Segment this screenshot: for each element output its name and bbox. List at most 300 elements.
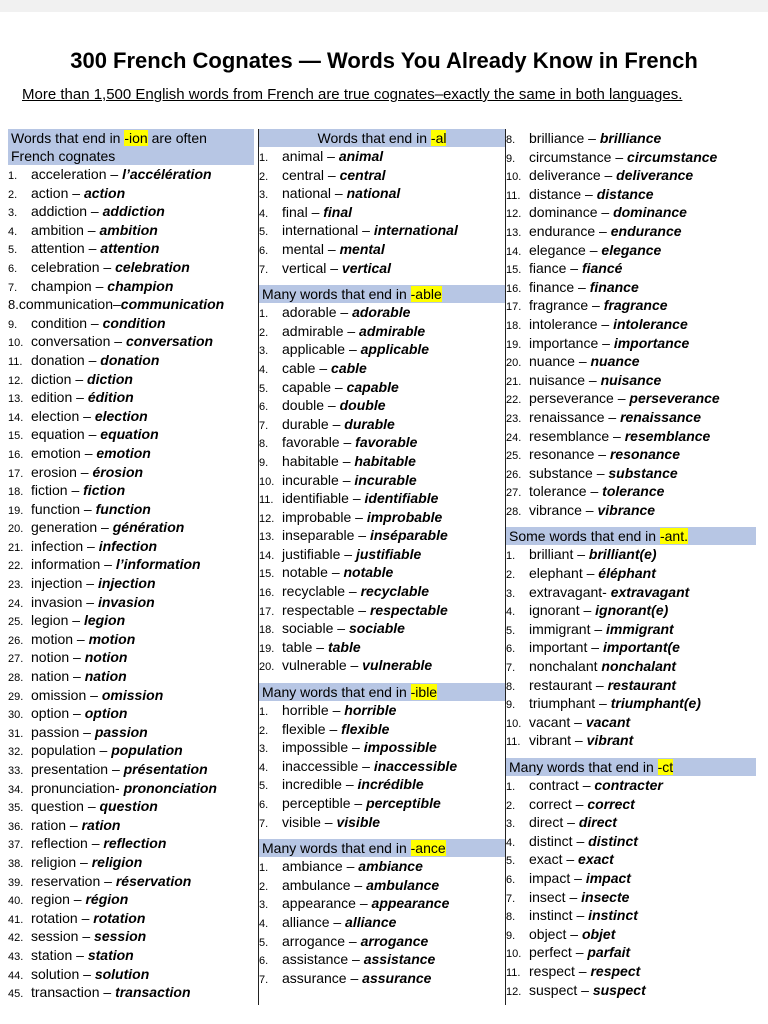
english-word: invasion – <box>31 593 98 610</box>
word-item <box>506 694 756 713</box>
french-word: tolerance <box>602 483 665 500</box>
english-word: triumphant – <box>529 695 611 712</box>
word-item <box>259 950 505 969</box>
english-word: substance – <box>529 464 609 481</box>
english-word: resonance – <box>529 446 610 463</box>
item-number: 2. <box>259 880 269 893</box>
english-word: respectable – <box>282 601 370 618</box>
item-number: 10. <box>8 337 24 350</box>
english-word: animal – <box>282 148 339 164</box>
item-number: 6. <box>259 799 269 811</box>
item-number: 27. <box>506 487 522 500</box>
french-word: renaissance <box>620 408 702 425</box>
french-word: présentation <box>123 761 208 777</box>
item-number: 28. <box>506 505 522 518</box>
item-number: 37. <box>8 839 24 852</box>
english-word: presentation – <box>31 761 124 777</box>
word-list <box>506 776 756 999</box>
french-word: fiancé <box>581 260 623 277</box>
item-number: 40. <box>8 895 24 908</box>
french-word: reflection <box>103 835 167 852</box>
section-heading <box>259 285 505 303</box>
french-word: religion <box>91 853 143 870</box>
item-number: 4. <box>259 207 269 220</box>
french-word: érosion <box>92 463 144 480</box>
english-word: elephant – <box>529 565 599 582</box>
item-number: 11. <box>506 189 521 202</box>
french-word: importance <box>613 334 690 351</box>
word-item <box>259 775 505 794</box>
item-number: 19. <box>506 338 522 351</box>
english-word: attention – <box>31 240 101 257</box>
item-number: 6. <box>259 244 269 257</box>
word-item <box>259 738 505 757</box>
french-word: mental <box>339 240 385 257</box>
english-word: option – <box>31 705 85 722</box>
french-word: nation <box>84 668 127 685</box>
english-word: nuisance – <box>529 371 601 388</box>
english-word: object – <box>529 925 582 942</box>
english-word: population – <box>31 742 112 759</box>
item-number: 4. <box>259 917 269 930</box>
item-number: 4. <box>8 225 18 238</box>
english-word: motion – <box>31 630 89 647</box>
item-number: 20. <box>506 357 522 370</box>
french-word: substance <box>608 464 678 481</box>
word-item <box>8 909 254 928</box>
item-number: 43. <box>8 950 24 963</box>
french-word: favorable <box>355 434 418 451</box>
section-gap <box>506 519 756 527</box>
item-number: 3. <box>259 345 269 358</box>
french-word: ignorant(e) <box>595 602 669 619</box>
english-word: fragrance – <box>529 297 604 314</box>
word-item <box>506 222 756 241</box>
word-item <box>8 258 254 277</box>
word-item <box>8 779 254 798</box>
heading-text: Many words that end in <box>509 759 658 775</box>
item-number: 5. <box>259 936 269 949</box>
english-word: ignorant – <box>529 602 596 619</box>
french-word: sociable <box>348 620 405 637</box>
english-word: question – <box>31 798 100 815</box>
english-word: international – <box>282 222 374 239</box>
word-item <box>8 481 254 500</box>
item-number: 1. <box>8 170 18 182</box>
word-item <box>506 813 756 832</box>
english-word: condition – <box>31 314 103 331</box>
french-word: important(e <box>602 639 680 656</box>
english-word: sociable – <box>282 620 349 637</box>
item-number: 3. <box>8 207 18 220</box>
english-word: communication– <box>18 296 121 313</box>
word-item <box>506 888 756 907</box>
english-word: identifiable – <box>282 490 365 507</box>
heading-suffix-highlight: -ance <box>410 840 446 857</box>
english-word: notion – <box>31 649 85 666</box>
english-word: ration – <box>31 816 82 833</box>
item-number: 5. <box>259 226 269 239</box>
word-item <box>259 184 505 203</box>
english-word: durable – <box>282 415 345 432</box>
french-word: notion <box>84 649 128 666</box>
word-item <box>506 334 756 353</box>
english-word: religion – <box>31 853 92 870</box>
word-item <box>259 619 505 638</box>
french-word: applicable <box>360 341 430 358</box>
english-word: election – <box>31 407 95 424</box>
word-item <box>506 315 756 334</box>
english-word: visible – <box>282 813 337 830</box>
word-list <box>259 147 505 277</box>
item-number: 1. <box>259 308 269 321</box>
word-item <box>8 686 254 705</box>
english-word: contract – <box>529 777 595 793</box>
french-word: incurable <box>354 471 417 488</box>
item-number: 18. <box>259 624 275 637</box>
item-number: 20. <box>259 661 275 674</box>
word-item <box>259 359 505 378</box>
french-word: horrible <box>344 702 397 719</box>
section-gap <box>259 277 505 285</box>
item-number: 17. <box>8 467 24 480</box>
word-item <box>8 407 254 426</box>
word-item <box>259 582 505 601</box>
item-number: 11. <box>259 494 274 507</box>
word-item <box>8 555 254 574</box>
word-item <box>8 648 254 667</box>
french-word: direct <box>578 814 617 831</box>
word-item <box>506 185 756 204</box>
word-item <box>506 981 756 1000</box>
word-item <box>8 816 254 835</box>
word-item <box>8 277 254 296</box>
english-word: elegance – <box>529 241 602 258</box>
english-word: capable – <box>282 378 347 395</box>
english-word: mental – <box>282 240 340 257</box>
french-word: donation <box>100 351 160 368</box>
word-item <box>259 508 505 527</box>
french-word: respect <box>590 962 641 979</box>
item-number: 3. <box>506 818 516 831</box>
english-word: distance – <box>529 185 597 202</box>
word-item <box>506 464 756 483</box>
french-word: perceptible <box>366 795 441 811</box>
column-1 <box>8 129 254 1005</box>
english-word: final – <box>282 203 324 220</box>
word-item <box>259 303 505 322</box>
item-number: 15. <box>8 430 24 443</box>
english-word: generation – <box>31 519 113 536</box>
english-word: donation – <box>31 351 101 368</box>
word-item <box>506 371 756 390</box>
english-word: legion – <box>31 612 84 629</box>
french-word: distance <box>596 185 654 202</box>
item-number: 31. <box>8 727 24 740</box>
item-number: 33. <box>8 765 24 777</box>
english-word: station – <box>31 946 88 963</box>
french-word: population <box>111 742 183 759</box>
word-item <box>506 850 756 869</box>
word-item <box>259 489 505 508</box>
french-word: central <box>339 166 386 183</box>
item-number: 4. <box>259 363 269 376</box>
word-item <box>8 370 254 389</box>
word-item <box>506 713 756 732</box>
word-item <box>8 537 254 556</box>
french-word: circumstance <box>627 148 718 165</box>
word-item <box>8 853 254 872</box>
section-gap <box>506 750 756 758</box>
item-number: 23. <box>506 412 522 425</box>
word-item <box>259 794 505 813</box>
french-word: elegance <box>601 241 662 258</box>
heading-suffix-highlight: -ible <box>410 684 438 701</box>
french-word: motion <box>88 630 136 647</box>
column-3 <box>506 129 756 1005</box>
french-word: fiction <box>83 482 126 499</box>
item-number: 22. <box>8 560 24 573</box>
word-item <box>8 463 254 482</box>
english-word: pronunciation- <box>31 779 124 796</box>
french-word: immigrant <box>606 620 674 637</box>
english-word: impact – <box>529 869 586 886</box>
word-item <box>506 445 756 464</box>
french-word: génération <box>112 519 185 536</box>
word-item <box>506 731 756 750</box>
heading-text: Many words that end in <box>262 840 411 857</box>
word-item <box>8 500 254 519</box>
french-word: assurance <box>362 969 432 986</box>
item-number: 41. <box>8 913 24 926</box>
french-word: session <box>94 928 147 945</box>
english-word: celebration – <box>31 258 116 275</box>
item-number: 6. <box>259 955 269 968</box>
french-word: respectable <box>369 601 448 618</box>
word-item <box>506 482 756 501</box>
french-word: legion <box>83 612 126 629</box>
item-number: 8. <box>506 134 516 146</box>
french-word: fragrance <box>603 297 668 314</box>
french-word: identifiable <box>364 490 439 507</box>
french-word: attention <box>100 240 160 257</box>
item-number: 6. <box>506 873 516 886</box>
french-word: appearance <box>371 895 450 912</box>
english-word: resemblance – <box>529 427 625 444</box>
item-number: 12. <box>259 512 275 525</box>
item-number: 12. <box>506 208 522 221</box>
word-list <box>8 165 254 1002</box>
french-word: impossible <box>363 739 437 756</box>
french-word: passion <box>94 723 148 740</box>
word-item <box>506 962 756 981</box>
item-number: 9. <box>259 456 269 469</box>
french-word: restaurant <box>607 676 677 693</box>
word-item <box>259 656 505 675</box>
item-number: 38. <box>8 857 24 870</box>
section-heading <box>259 683 505 701</box>
item-number: 1. <box>506 550 516 563</box>
french-word: région <box>85 891 129 908</box>
french-word: final <box>323 203 353 220</box>
word-item <box>8 444 254 463</box>
french-word: durable <box>344 415 395 432</box>
item-number: 2. <box>259 724 269 737</box>
item-number: 7. <box>259 263 269 276</box>
english-word: infection – <box>31 537 99 554</box>
english-word: flexible – <box>282 720 342 737</box>
french-word: function <box>95 500 151 517</box>
item-number: 11. <box>8 355 23 368</box>
english-word: vibrance – <box>529 501 598 518</box>
word-item <box>506 832 756 851</box>
word-item <box>8 797 254 816</box>
french-word: double <box>339 397 386 414</box>
item-number: 17. <box>506 301 522 314</box>
word-item <box>259 563 505 582</box>
french-word: dominance <box>613 204 687 221</box>
word-item <box>259 757 505 776</box>
french-word: objet <box>581 925 616 942</box>
item-number: 5. <box>506 624 516 637</box>
word-item <box>506 352 756 371</box>
item-number: 8. <box>259 438 269 451</box>
item-number: 4. <box>506 836 516 849</box>
french-word: transaction <box>115 984 191 1001</box>
word-item <box>506 259 756 278</box>
french-word: l’accélération <box>122 166 212 182</box>
item-number: 3. <box>259 743 269 756</box>
french-word: alliance <box>345 913 397 930</box>
english-word: impossible – <box>282 739 364 756</box>
item-number: 12. <box>506 985 522 998</box>
item-number: 34. <box>8 783 24 796</box>
english-word: favorable – <box>282 434 356 451</box>
word-item <box>506 583 756 602</box>
heading-text: Many words that end in <box>262 286 411 303</box>
item-number: 21. <box>506 375 522 388</box>
french-word: ambulance <box>366 876 440 893</box>
french-word: exact <box>578 851 614 868</box>
french-word: emotion <box>96 444 151 461</box>
item-number: 15. <box>259 568 275 581</box>
heading-suffix-highlight: -al <box>430 130 447 146</box>
french-word: vertical <box>341 259 391 276</box>
item-number: 26. <box>8 634 24 647</box>
english-word: session – <box>31 928 95 945</box>
english-word: champion – <box>31 277 108 294</box>
item-number: 9. <box>506 699 516 712</box>
french-word: conversation <box>125 333 214 350</box>
item-number: 4. <box>506 606 516 619</box>
item-number: 6. <box>8 262 18 275</box>
french-word: condition <box>102 314 166 331</box>
french-word: inaccessible <box>373 757 458 774</box>
word-item <box>8 723 254 742</box>
word-item <box>8 667 254 686</box>
english-word: transaction – <box>31 984 116 1001</box>
english-word: edition – <box>31 389 88 406</box>
section-heading <box>259 129 505 147</box>
french-word: finance <box>589 278 639 295</box>
french-word: extravagant <box>610 583 690 600</box>
item-number: 10. <box>506 717 522 730</box>
english-word: table – <box>282 638 328 655</box>
french-word: insecte <box>581 888 630 905</box>
item-number: 6. <box>506 643 516 656</box>
english-word: central – <box>282 166 340 183</box>
item-number: 25. <box>506 450 522 463</box>
english-word: perseverance – <box>529 390 630 407</box>
french-word: flexible <box>341 720 390 737</box>
french-word: brilliance <box>599 130 662 146</box>
item-number: 42. <box>8 932 24 945</box>
english-word: injection – <box>31 575 98 592</box>
english-word: brilliance – <box>529 130 600 146</box>
english-word: arrogance – <box>282 932 361 949</box>
word-item <box>506 278 756 297</box>
word-item <box>506 166 756 185</box>
item-number: 2. <box>259 170 269 183</box>
item-number: 15. <box>506 264 522 277</box>
item-number: 17. <box>259 605 275 618</box>
english-word: vulnerable – <box>282 657 363 674</box>
section-heading <box>8 129 254 165</box>
word-item <box>259 378 505 397</box>
english-word: suspect – <box>529 981 593 998</box>
word-item <box>259 452 505 471</box>
french-word: equation <box>100 426 159 443</box>
english-word: dominance – <box>529 204 614 221</box>
english-word: restaurant – <box>529 676 608 693</box>
french-word: notable <box>343 564 394 581</box>
french-word: diction <box>87 370 133 387</box>
english-word: passion – <box>31 723 95 740</box>
english-word: extravagant- <box>529 583 611 600</box>
word-item <box>259 340 505 359</box>
word-item <box>8 890 254 909</box>
word-item <box>506 925 756 944</box>
english-word: vacant – <box>529 713 586 730</box>
english-word: reservation – <box>31 872 116 889</box>
french-word: nonchalant <box>601 658 677 675</box>
word-item <box>8 295 254 314</box>
english-word: admirable – <box>282 322 360 339</box>
word-item <box>506 676 756 695</box>
french-word: resemblance <box>624 427 711 444</box>
item-number: 14. <box>259 549 275 562</box>
word-item <box>8 184 254 203</box>
word-item <box>259 913 505 932</box>
section-heading <box>506 527 756 545</box>
item-number: 8. <box>8 297 19 313</box>
french-word: prononciation <box>123 779 217 796</box>
french-word: incrédible <box>357 776 424 793</box>
french-word: ration <box>81 816 121 833</box>
french-word: éléphant <box>598 565 656 582</box>
word-item <box>506 620 756 639</box>
french-word: vibrant <box>586 732 634 749</box>
item-number: 10. <box>506 171 522 184</box>
item-number: 22. <box>506 394 522 407</box>
word-list <box>506 545 756 750</box>
french-word: champion <box>107 277 174 294</box>
word-item <box>259 433 505 452</box>
item-number: 3. <box>259 189 269 202</box>
word-item <box>506 296 756 315</box>
word-item <box>8 741 254 760</box>
english-word: region – <box>31 891 86 908</box>
